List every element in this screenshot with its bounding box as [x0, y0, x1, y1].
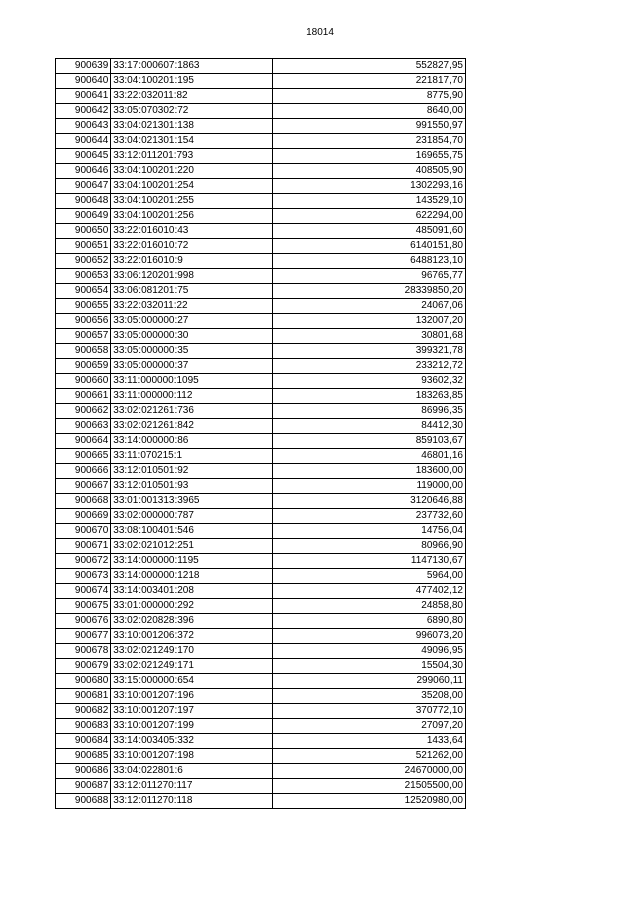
- amount-cell: 28339850,20: [273, 284, 466, 299]
- amount-cell: 143529,10: [273, 194, 466, 209]
- row-id-cell: 900678: [56, 644, 111, 659]
- table-row: [56, 644, 466, 659]
- cadastral-number-cell: 33:06:081201:75: [111, 284, 273, 299]
- table-row: [56, 389, 466, 404]
- row-id-cell: 900662: [56, 404, 111, 419]
- table-row: [56, 239, 466, 254]
- row-id-cell: 900672: [56, 554, 111, 569]
- row-id-cell: 900670: [56, 524, 111, 539]
- amount-cell: 169655,75: [273, 149, 466, 164]
- row-id-cell: 900646: [56, 164, 111, 179]
- cadastral-number-cell: 33:04:100201:195: [111, 74, 273, 89]
- table-row: [56, 419, 466, 434]
- table-row: [56, 659, 466, 674]
- row-id-cell: 900665: [56, 449, 111, 464]
- table-row: [56, 629, 466, 644]
- cadastral-number-cell: 33:04:100201:254: [111, 179, 273, 194]
- table-row: [56, 749, 466, 764]
- table-row: [56, 524, 466, 539]
- cadastral-number-cell: 33:05:000000:35: [111, 344, 273, 359]
- row-id-cell: 900658: [56, 344, 111, 359]
- table-row: [56, 314, 466, 329]
- cadastral-number-cell: 33:04:100201:220: [111, 164, 273, 179]
- row-id-cell: 900687: [56, 779, 111, 794]
- row-id-cell: 900664: [56, 434, 111, 449]
- cadastral-number-cell: 33:14:003405:332: [111, 734, 273, 749]
- amount-cell: 21505500,00: [273, 779, 466, 794]
- table-row: [56, 194, 466, 209]
- table-row: [56, 119, 466, 134]
- table-row: [56, 209, 466, 224]
- amount-cell: 859103,67: [273, 434, 466, 449]
- row-id-cell: 900644: [56, 134, 111, 149]
- amount-cell: 996073,20: [273, 629, 466, 644]
- table-row: [56, 539, 466, 554]
- amount-cell: 86996,35: [273, 404, 466, 419]
- row-id-cell: 900688: [56, 794, 111, 809]
- amount-cell: 237732,60: [273, 509, 466, 524]
- row-id-cell: 900657: [56, 329, 111, 344]
- cadastral-number-cell: 33:05:000000:30: [111, 329, 273, 344]
- row-id-cell: 900681: [56, 689, 111, 704]
- table-row: [56, 449, 466, 464]
- table-row: [56, 329, 466, 344]
- cadastral-number-cell: 33:02:021261:736: [111, 404, 273, 419]
- row-id-cell: 900676: [56, 614, 111, 629]
- amount-cell: 119000,00: [273, 479, 466, 494]
- cadastral-number-cell: 33:06:120201:998: [111, 269, 273, 284]
- row-id-cell: 900667: [56, 479, 111, 494]
- amount-cell: 27097,20: [273, 719, 466, 734]
- amount-cell: 24670000,00: [273, 764, 466, 779]
- row-id-cell: 900639: [56, 59, 111, 74]
- amount-cell: 231854,70: [273, 134, 466, 149]
- row-id-cell: 900677: [56, 629, 111, 644]
- table-row: [56, 734, 466, 749]
- amount-cell: 8775,90: [273, 89, 466, 104]
- table-row: [56, 89, 466, 104]
- row-id-cell: 900647: [56, 179, 111, 194]
- row-id-cell: 900649: [56, 209, 111, 224]
- amount-cell: 30801,68: [273, 329, 466, 344]
- row-id-cell: 900650: [56, 224, 111, 239]
- amount-cell: 221817,70: [273, 74, 466, 89]
- table-row: [56, 674, 466, 689]
- cadastral-number-cell: 33:01:001313:3965: [111, 494, 273, 509]
- table-row: [56, 779, 466, 794]
- row-id-cell: 900674: [56, 584, 111, 599]
- row-id-cell: 900684: [56, 734, 111, 749]
- table-row: [56, 104, 466, 119]
- cadastral-number-cell: 33:02:021249:171: [111, 659, 273, 674]
- cadastral-number-cell: 33:10:001206:372: [111, 629, 273, 644]
- data-table: [55, 58, 466, 809]
- page-number: 18014: [306, 27, 334, 38]
- table-row: [56, 464, 466, 479]
- cadastral-number-cell: 33:02:021261:842: [111, 419, 273, 434]
- row-id-cell: 900654: [56, 284, 111, 299]
- amount-cell: 96765,77: [273, 269, 466, 284]
- amount-cell: 6140151,80: [273, 239, 466, 254]
- cadastral-number-cell: 33:08:100401:546: [111, 524, 273, 539]
- table-row: [56, 569, 466, 584]
- cadastral-number-cell: 33:17:000607:1863: [111, 59, 273, 74]
- row-id-cell: 900673: [56, 569, 111, 584]
- cadastral-number-cell: 33:14:003401:208: [111, 584, 273, 599]
- amount-cell: 6890,80: [273, 614, 466, 629]
- cadastral-number-cell: 33:11:070215:1: [111, 449, 273, 464]
- cadastral-number-cell: 33:12:011270:117: [111, 779, 273, 794]
- amount-cell: 183600,00: [273, 464, 466, 479]
- row-id-cell: 900656: [56, 314, 111, 329]
- table-row: [56, 224, 466, 239]
- table-row: [56, 254, 466, 269]
- cadastral-number-cell: 33:04:022801:6: [111, 764, 273, 779]
- amount-cell: 6488123,10: [273, 254, 466, 269]
- amount-cell: 477402,12: [273, 584, 466, 599]
- amount-cell: 1433,64: [273, 734, 466, 749]
- cadastral-number-cell: 33:02:021249:170: [111, 644, 273, 659]
- row-id-cell: 900660: [56, 374, 111, 389]
- cadastral-number-cell: 33:11:000000:1095: [111, 374, 273, 389]
- row-id-cell: 900655: [56, 299, 111, 314]
- amount-cell: 84412,30: [273, 419, 466, 434]
- table-row: [56, 764, 466, 779]
- cadastral-number-cell: 33:12:010501:93: [111, 479, 273, 494]
- cadastral-number-cell: 33:05:000000:37: [111, 359, 273, 374]
- cadastral-number-cell: 33:04:021301:138: [111, 119, 273, 134]
- row-id-cell: 900642: [56, 104, 111, 119]
- row-id-cell: 900653: [56, 269, 111, 284]
- amount-cell: 299060,11: [273, 674, 466, 689]
- table-row: [56, 374, 466, 389]
- amount-cell: 1147130,67: [273, 554, 466, 569]
- table-row: [56, 404, 466, 419]
- amount-cell: 991550,97: [273, 119, 466, 134]
- row-id-cell: 900640: [56, 74, 111, 89]
- amount-cell: 15504,30: [273, 659, 466, 674]
- amount-cell: 622294,00: [273, 209, 466, 224]
- amount-cell: 408505,90: [273, 164, 466, 179]
- row-id-cell: 900666: [56, 464, 111, 479]
- row-id-cell: 900675: [56, 599, 111, 614]
- row-id-cell: 900659: [56, 359, 111, 374]
- table-row: [56, 149, 466, 164]
- amount-cell: 370772,10: [273, 704, 466, 719]
- row-id-cell: 900682: [56, 704, 111, 719]
- cadastral-number-cell: 33:04:021301:154: [111, 134, 273, 149]
- row-id-cell: 900683: [56, 719, 111, 734]
- table-row: [56, 59, 466, 74]
- cadastral-number-cell: 33:22:016010:43: [111, 224, 273, 239]
- table-row: [56, 344, 466, 359]
- table-row: [56, 164, 466, 179]
- cadastral-number-cell: 33:14:000000:1195: [111, 554, 273, 569]
- amount-cell: 35208,00: [273, 689, 466, 704]
- table-row: [56, 719, 466, 734]
- amount-cell: 485091,60: [273, 224, 466, 239]
- row-id-cell: 900645: [56, 149, 111, 164]
- table-row: [56, 299, 466, 314]
- cadastral-number-cell: 33:15:000000:654: [111, 674, 273, 689]
- cadastral-number-cell: 33:22:016010:9: [111, 254, 273, 269]
- row-id-cell: 900669: [56, 509, 111, 524]
- row-id-cell: 900668: [56, 494, 111, 509]
- cadastral-number-cell: 33:22:016010:72: [111, 239, 273, 254]
- table-row: [56, 584, 466, 599]
- cadastral-number-cell: 33:04:100201:255: [111, 194, 273, 209]
- amount-cell: 132007,20: [273, 314, 466, 329]
- cadastral-number-cell: 33:02:021012:251: [111, 539, 273, 554]
- table-body: [56, 59, 466, 809]
- table-row: [56, 134, 466, 149]
- amount-cell: 80966,90: [273, 539, 466, 554]
- table-row: [56, 479, 466, 494]
- amount-cell: 12520980,00: [273, 794, 466, 809]
- cadastral-number-cell: 33:10:001207:196: [111, 689, 273, 704]
- amount-cell: 3120646,88: [273, 494, 466, 509]
- amount-cell: 5964,00: [273, 569, 466, 584]
- amount-cell: 1302293,16: [273, 179, 466, 194]
- cadastral-number-cell: 33:04:100201:256: [111, 209, 273, 224]
- amount-cell: 521262,00: [273, 749, 466, 764]
- row-id-cell: 900648: [56, 194, 111, 209]
- row-id-cell: 900643: [56, 119, 111, 134]
- amount-cell: 46801,16: [273, 449, 466, 464]
- table-row: [56, 794, 466, 809]
- cadastral-number-cell: 33:11:000000:112: [111, 389, 273, 404]
- amount-cell: 93602,32: [273, 374, 466, 389]
- table-row: [56, 599, 466, 614]
- cadastral-number-cell: 33:10:001207:198: [111, 749, 273, 764]
- row-id-cell: 900686: [56, 764, 111, 779]
- amount-cell: 24858,80: [273, 599, 466, 614]
- amount-cell: 24067,06: [273, 299, 466, 314]
- cadastral-number-cell: 33:10:001207:199: [111, 719, 273, 734]
- row-id-cell: 900641: [56, 89, 111, 104]
- row-id-cell: 900680: [56, 674, 111, 689]
- cadastral-number-cell: 33:12:011201:793: [111, 149, 273, 164]
- row-id-cell: 900661: [56, 389, 111, 404]
- table-row: [56, 509, 466, 524]
- amount-cell: 49096,95: [273, 644, 466, 659]
- cadastral-number-cell: 33:22:032011:22: [111, 299, 273, 314]
- amount-cell: 14756,04: [273, 524, 466, 539]
- cadastral-number-cell: 33:14:000000:1218: [111, 569, 273, 584]
- table-row: [56, 689, 466, 704]
- row-id-cell: 900663: [56, 419, 111, 434]
- amount-cell: 552827,95: [273, 59, 466, 74]
- cadastral-number-cell: 33:10:001207:197: [111, 704, 273, 719]
- table-row: [56, 434, 466, 449]
- amount-cell: 233212,72: [273, 359, 466, 374]
- cadastral-number-cell: 33:05:070302:72: [111, 104, 273, 119]
- row-id-cell: 900671: [56, 539, 111, 554]
- cadastral-number-cell: 33:02:000000:787: [111, 509, 273, 524]
- table-row: [56, 554, 466, 569]
- cadastral-number-cell: 33:22:032011:82: [111, 89, 273, 104]
- row-id-cell: 900651: [56, 239, 111, 254]
- row-id-cell: 900652: [56, 254, 111, 269]
- amount-cell: 183263,85: [273, 389, 466, 404]
- cadastral-number-cell: 33:12:010501:92: [111, 464, 273, 479]
- cadastral-number-cell: 33:02:020828:396: [111, 614, 273, 629]
- table-row: [56, 494, 466, 509]
- table-row: [56, 284, 466, 299]
- cadastral-number-cell: 33:01:000000:292: [111, 599, 273, 614]
- table-row: [56, 614, 466, 629]
- table-row: [56, 359, 466, 374]
- table-row: [56, 704, 466, 719]
- table-row: [56, 269, 466, 284]
- table-row: [56, 74, 466, 89]
- table-row: [56, 179, 466, 194]
- amount-cell: 8640,00: [273, 104, 466, 119]
- cadastral-number-cell: 33:05:000000:27: [111, 314, 273, 329]
- row-id-cell: 900685: [56, 749, 111, 764]
- amount-cell: 399321,78: [273, 344, 466, 359]
- cadastral-number-cell: 33:12:011270:118: [111, 794, 273, 809]
- row-id-cell: 900679: [56, 659, 111, 674]
- cadastral-number-cell: 33:14:000000:86: [111, 434, 273, 449]
